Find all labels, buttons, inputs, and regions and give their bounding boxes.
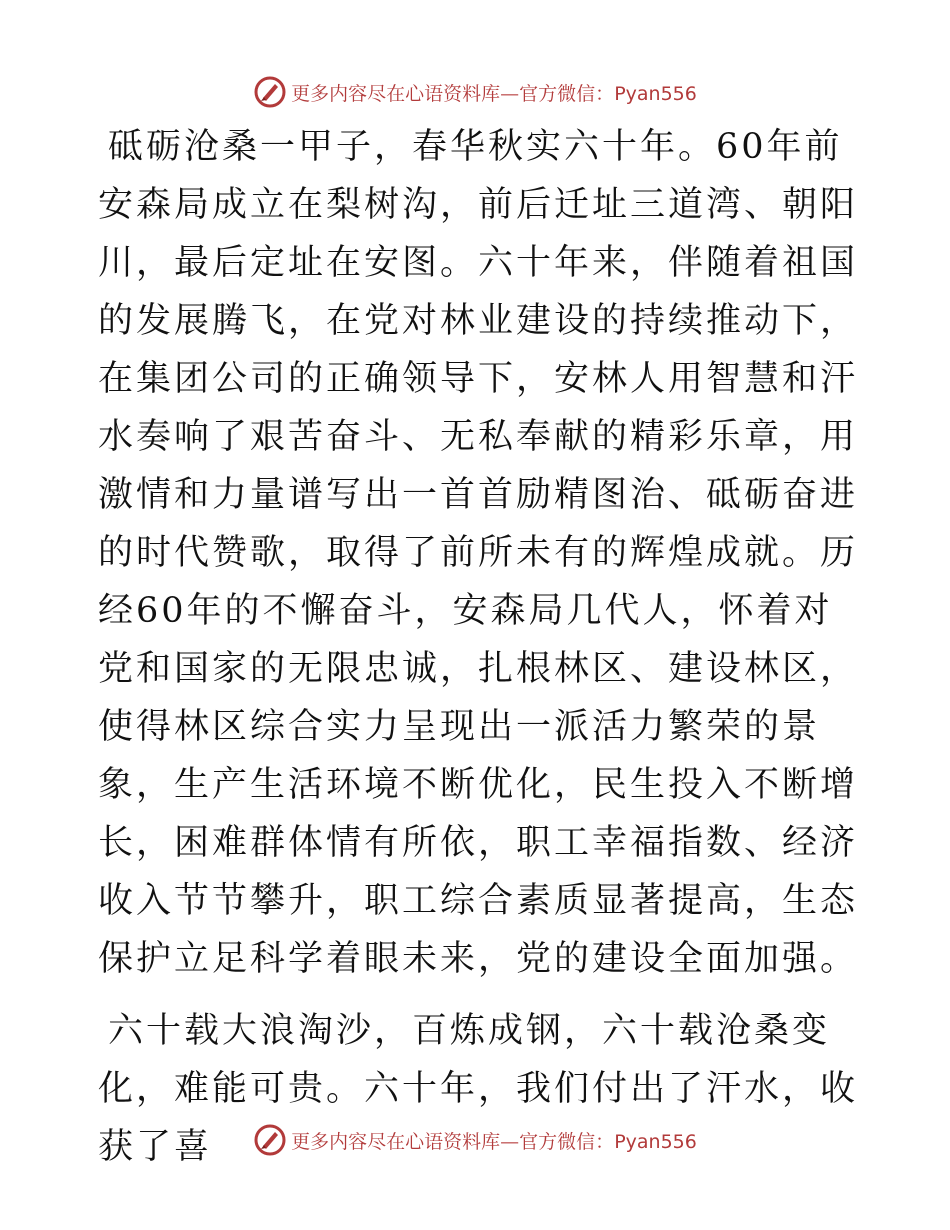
footer-banner-main: 更多内容尽在心语资料库 — [291, 1130, 501, 1153]
header-banner-text — [291, 79, 697, 106]
footer-banner-wechat-id: Pyan556 — [614, 1130, 697, 1153]
footer-banner — [0, 1120, 950, 1160]
footer-banner-text — [291, 1127, 697, 1154]
brand-logo-icon — [253, 1123, 287, 1157]
document-body — [98, 118, 858, 1176]
header-banner-wechat-label: 官方微信： — [519, 82, 615, 105]
footer-banner-wechat-label: 官方微信： — [519, 1130, 615, 1153]
paragraph-2: 六十载大浪淘沙，百炼成钢，六十载沧桑变化，难能可贵。六十年，我们付出了汗水，收获了喜 — [98, 1011, 859, 1167]
header-banner-wechat-id: Pyan556 — [614, 82, 697, 105]
brand-logo-icon — [253, 75, 287, 109]
paragraph-1: 砥砺沧桑一甲子，春华秋实六十年。60年前安森局成立在梨树沟，前后迁址三道湾、朝阳川，最后定址在安图。六十年来，伴随着祖国的发展腾飞，在党对林业建设的持续推动下，在集团公司的正确领导下，安林人用智慧和汗水奏响了艰苦奋斗、无私奉献的精彩乐章，用激情和力量谱写出一首首励精图治、砥砺奋进的时代赞歌，取得了前所未有的辉煌成就。历经60年的不懈奋斗，安森局几代人，怀着对党和国家的无限忠诚，扎根林区、建设林区，使得林区综合实力呈现出一派活力繁荣的景象，生产生活环境不断优化，民生投入不断增长，困难群体情有所依，职工幸福指数、经济收入节节攀升，职工综合素质显著提高，生态保护立足科学着眼未来，党的建设全面加强。 — [98, 127, 859, 979]
header-banner-main: 更多内容尽在心语资料库 — [291, 82, 501, 105]
header-banner-separator: — — [500, 82, 520, 105]
footer-banner-separator: — — [500, 1130, 520, 1153]
header-banner — [0, 72, 950, 112]
